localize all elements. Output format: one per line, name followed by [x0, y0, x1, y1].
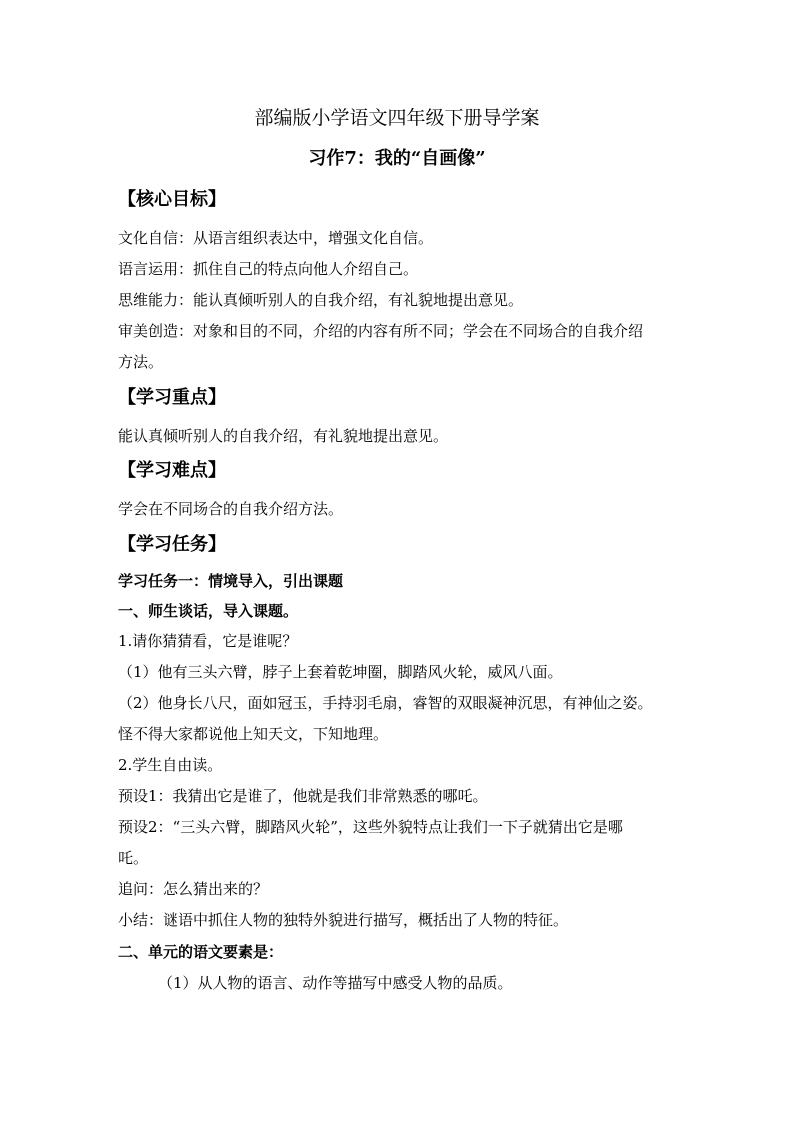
riddle-clue-1: （1）他有三头六臂，脖子上套着乾坤圈，脚踏风火轮，威风八面。 [118, 663, 563, 681]
preset-2: 预设2：“三头六臂，脚踏风火轮”，这些外貌特点让我们一下子就猜出它是哪 [118, 818, 623, 836]
focus-text: 能认真倾听别人的自我介绍，有礼貌地提出意见。 [118, 427, 449, 445]
unit-element-1: （1）从人物的语言、动作等描写中感受人物的品质。 [158, 974, 513, 992]
section-difficulty: 【学习难点】 [118, 460, 226, 481]
follow-up-question: 追问：怎么猜出来的？ [118, 880, 269, 898]
riddle-clue-2: （2）他身长八尺，面如冠玉，手持羽毛扇，睿智的双眼凝神沉思，有神仙之姿。 [118, 694, 653, 712]
preset-1: 预设1：我猜出它是谁了，他就是我们非常熟悉的哪吒。 [118, 787, 488, 805]
core-goal-language: 语言运用：抓住自己的特点向他人介绍自己。 [118, 260, 419, 278]
core-goal-aesthetic: 审美创造：对象和目的不同，介绍的内容有所不同；学会在不同场合的自我介绍 [118, 322, 644, 340]
task-one-step-one: 一、师生谈话，导入课题。 [118, 602, 299, 620]
riddle-clue-2-cont: 怪不得大家都说他上知天文，下知地理。 [118, 725, 389, 743]
difficulty-text: 学会在不同场合的自我介绍方法。 [118, 500, 344, 518]
preset-2-cont: 吒。 [118, 849, 149, 867]
core-goal-aesthetic-cont: 方法。 [118, 353, 164, 371]
summary: 小结：谜语中抓住人物的独特外貌进行描写，概括出了人物的特征。 [118, 911, 569, 929]
task-one-heading: 学习任务一：情境导入，引出课题 [118, 572, 344, 590]
section-focus: 【学习重点】 [118, 387, 226, 408]
doc-subtitle: 习作7：我的“自画像” [308, 148, 486, 169]
doc-title: 部编版小学语文四年级下册导学案 [254, 107, 540, 129]
unit-elements-heading: 二、单元的语文要素是： [118, 943, 284, 961]
free-reading: 2.学生自由读。 [118, 756, 223, 774]
core-goal-thinking: 思维能力：能认真倾听别人的自我介绍，有礼貌地提出意见。 [118, 291, 524, 309]
riddle-question: 1.请你猜猜看，它是谁呢？ [118, 632, 298, 650]
core-goal-culture: 文化自信：从语言组织表达中，增强文化自信。 [118, 229, 434, 247]
section-core-goals: 【核心目标】 [118, 189, 226, 210]
section-tasks: 【学习任务】 [118, 534, 226, 555]
